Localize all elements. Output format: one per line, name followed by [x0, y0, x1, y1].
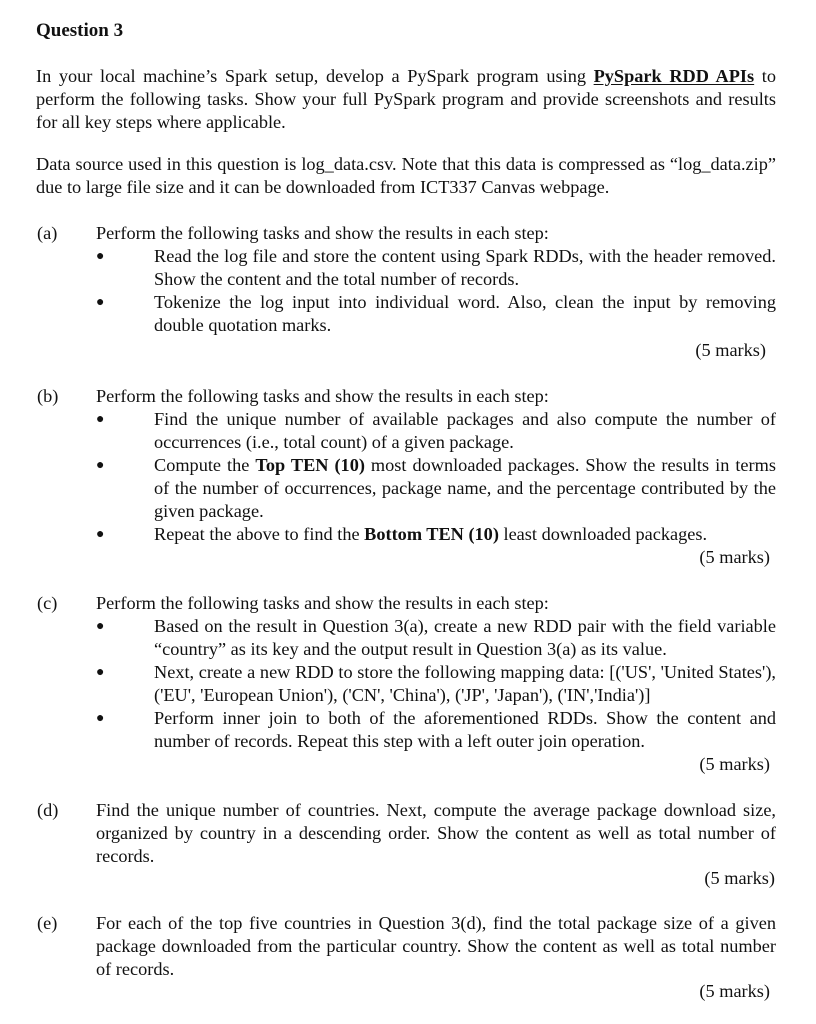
intro-paragraph	[36, 65, 776, 134]
bullet-icon: ●	[96, 711, 105, 726]
part-c-marks: (5 marks)	[699, 754, 770, 774]
part-e-marks: (5 marks)	[699, 981, 770, 1001]
part-a-bullet-1	[96, 245, 776, 291]
bullet-icon: ●	[96, 412, 105, 427]
part-c-bullet-3	[96, 707, 776, 753]
intro-text-end: to perform the following tasks. Show your full PySpark program and provide screenshots and results for all key steps where applicable.	[36, 66, 777, 132]
part-c-bullet-1-text: Based on the result in Question 3(a), create a new RDD pair with the field variable “country” as its key and the output result in Question 3(a) as its value.	[154, 616, 776, 659]
part-b-bullet-1-text: Find the unique number of available packages and also compute the number of occurrences (i.e., total count) of a given package.	[154, 409, 776, 452]
part-c-heading: Perform the following tasks and show the results in each step:	[96, 593, 549, 613]
part-a-bullet-2	[96, 291, 776, 337]
part-d-label: (d)	[37, 800, 59, 820]
part-d-text: Find the unique number of countries. Next, compute the average package download size, organized by country in a descending order. Show the content as well as total number of records.	[96, 800, 776, 866]
data-source-paragraph: Data source used in this question is log_data.csv. Note that this data is compressed as “log_data.zip” due to large file size and it can be downloaded from ICT337 Canvas webpage.	[36, 154, 776, 197]
part-b-marks: (5 marks)	[699, 547, 770, 567]
bullet-icon: ●	[96, 619, 105, 634]
part-d-marks: (5 marks)	[704, 868, 775, 888]
bullet-icon: ●	[96, 458, 105, 473]
bullet-icon: ●	[96, 249, 105, 264]
part-b-bullet-1	[96, 408, 776, 454]
part-b-bullet-3	[96, 523, 776, 546]
part-e-label: (e)	[37, 913, 58, 933]
part-b-bullet-2-text-end: most downloaded packages. Show the results in terms of the number of occurrences, package name, and the percentage contributed by the given package.	[154, 455, 776, 521]
bullet-icon: ●	[96, 527, 105, 542]
question-title: Question 3	[36, 20, 124, 41]
part-b-bullet-2-text-start: Compute the	[154, 455, 256, 475]
part-c-bullet-2-text: Next, create a new RDD to store the following mapping data: [('US', 'United States'), ('EU', 'European Union'), ('CN', 'China'), ('JP', 'Japan'), ('IN','India')]	[154, 662, 776, 705]
part-c-bullet-1	[96, 615, 776, 661]
bullet-icon: ●	[96, 295, 105, 310]
pyspark-rdd-apis-emphasis: PySpark RDD APIs	[593, 66, 755, 86]
part-c-bullet-3-text: Perform inner join to both of the aforementioned RDDs. Show the content and number of records. Repeat this step with a left outer join operation.	[154, 708, 776, 751]
part-a-label: (a)	[37, 223, 58, 243]
top-ten-emphasis: Top TEN (10)	[255, 455, 365, 475]
part-a-bullet-1-text: Read the log file and store the content using Spark RDDs, with the header removed. Show the content and the total number of records.	[154, 246, 776, 289]
part-c-label: (c)	[37, 593, 58, 613]
part-b-heading: Perform the following tasks and show the results in each step:	[96, 386, 549, 406]
part-a-marks: (5 marks)	[695, 340, 766, 360]
part-a-bullets	[96, 245, 776, 337]
part-c-bullets	[96, 615, 776, 753]
part-b-bullet-3-text-start: Repeat the above to find the	[154, 524, 365, 544]
part-c-bullet-2	[96, 661, 776, 707]
part-e-text: For each of the top five countries in Question 3(d), find the total package size of a given package downloaded from the particular country. Show the content as well as total number of records.	[96, 913, 776, 979]
part-a-bullet-2-text: Tokenize the log input into individual word. Also, clean the input by removing double quotation marks.	[154, 292, 776, 335]
bottom-ten-emphasis: Bottom TEN (10)	[364, 524, 499, 544]
intro-text-start: In your local machine’s Spark setup, develop a PySpark program using	[36, 66, 594, 86]
part-b-label: (b)	[37, 386, 59, 406]
bullet-icon: ●	[96, 665, 105, 680]
part-b-bullets	[96, 408, 776, 546]
part-b-bullet-2	[96, 454, 776, 523]
part-b-bullet-3-text-end: least downloaded packages.	[498, 524, 708, 544]
part-a-heading: Perform the following tasks and show the results in each step:	[96, 223, 549, 243]
